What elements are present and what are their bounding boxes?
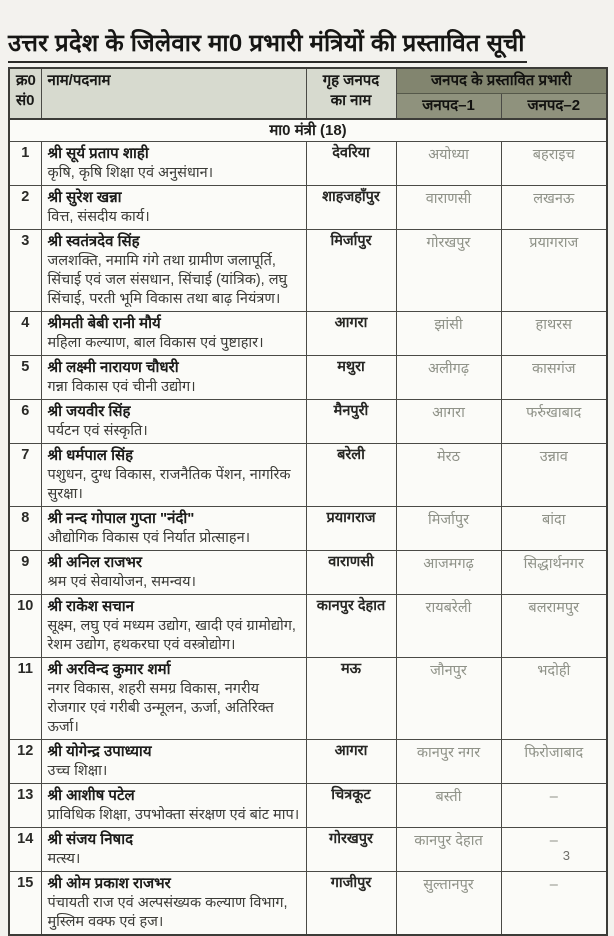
table-row — [9, 400, 607, 444]
section-title: मा0 मंत्री (18) — [9, 119, 607, 142]
district2-cell: हाथरस — [501, 312, 607, 356]
district1-cell: मेरठ — [396, 444, 501, 507]
minister-name: श्री जयवीर सिंह — [47, 403, 131, 421]
table-row — [9, 872, 607, 936]
home-district-cell: गोरखपुर — [306, 828, 396, 872]
header-district-2: जनपद–2 — [501, 93, 607, 118]
header-district-1: जनपद–1 — [396, 93, 501, 118]
header-home-line1: गृह जनपद — [322, 72, 380, 89]
minister-name: श्री राकेश सचान — [47, 598, 134, 616]
name-cell — [41, 551, 306, 595]
minister-dept: उच्च शिक्षा। — [47, 763, 108, 780]
home-district-cell: मथुरा — [306, 356, 396, 400]
district2-cell: – — [501, 784, 607, 828]
district2-cell: बहराइच — [501, 142, 607, 186]
minister-name: श्री संजय निषाद — [47, 831, 134, 849]
district2-cell: सिद्धार्थनगर — [501, 551, 607, 595]
minister-dept: सूक्ष्म, लघु एवं मध्यम उद्योग, खादी एवं ग्रामोद्योग, रेशम उद्योग, हथकरघा एवं वस्त्रोद्योग। — [47, 617, 296, 653]
table-row — [9, 312, 607, 356]
name-cell — [41, 444, 306, 507]
district2-cell: प्रयागराज — [501, 230, 607, 312]
minister-name: श्री अरविन्द कुमार शर्मा — [47, 661, 171, 679]
minister-dept: औद्योगिक विकास एवं निर्यात प्रोत्साहन। — [47, 530, 251, 547]
name-cell — [41, 507, 306, 551]
serial-cell: 13 — [9, 784, 41, 828]
name-cell — [41, 186, 306, 230]
serial-cell: 10 — [9, 595, 41, 658]
district2-cell: बांदा — [501, 507, 607, 551]
home-district-cell: प्रयागराज — [306, 507, 396, 551]
name-cell — [41, 356, 306, 400]
minister-name: श्रीमती बेबी रानी मौर्य — [47, 315, 161, 333]
district1-cell: जौनपुर — [396, 658, 501, 740]
table-row — [9, 444, 607, 507]
minister-dept: वित्त, संसदीय कार्य। — [47, 209, 150, 226]
district2-cell: बलरामपुर — [501, 595, 607, 658]
serial-cell: 6 — [9, 400, 41, 444]
serial-cell: 3 — [9, 230, 41, 312]
home-district-cell: मिर्जापुर — [306, 230, 396, 312]
table-row — [9, 658, 607, 740]
name-cell — [41, 312, 306, 356]
header-home-district — [306, 68, 396, 119]
serial-cell: 11 — [9, 658, 41, 740]
table-row — [9, 507, 607, 551]
minister-dept: महिला कल्याण, बाल विकास एवं पुष्टाहार। — [47, 335, 264, 352]
district1-cell: सुल्तानपुर — [396, 872, 501, 936]
name-cell — [41, 784, 306, 828]
minister-name: श्री ओम प्रकाश राजभर — [47, 875, 171, 893]
district1-cell: कानपुर नगर — [396, 740, 501, 784]
district1-cell: अयोध्या — [396, 142, 501, 186]
home-district-cell: गाजीपुर — [306, 872, 396, 936]
serial-cell: 8 — [9, 507, 41, 551]
table-row — [9, 784, 607, 828]
district2-cell: उन्नाव — [501, 444, 607, 507]
district1-cell: अलीगढ़ — [396, 356, 501, 400]
minister-name: श्री सुरेश खन्ना — [47, 189, 122, 207]
minister-dept: जलशक्ति, नमामि गंगे तथा ग्रामीण जलापूर्ति, सिंचाई एवं जल संसधान, सिंचाई (यांत्रिक), लघु सिंचाई, परती भूमि विकास तथा बाढ़ नियंत्रण। — [47, 253, 288, 308]
home-district-cell: मऊ — [306, 658, 396, 740]
page-title: उत्तर प्रदेश के जिलेवार मा0 प्रभारी मंत्रियों की प्रस्तावित सूची — [8, 26, 527, 63]
minister-dept: पशुधन, दुग्ध विकास, राजनैतिक पेंशन, नागरिक सुरक्षा। — [47, 466, 291, 503]
serial-cell: 4 — [9, 312, 41, 356]
name-cell — [41, 142, 306, 186]
header-serial — [9, 68, 41, 119]
minister-dept: श्रम एवं सेवायोजन, समन्वय। — [47, 573, 196, 590]
minister-name: श्री स्वतंत्रदेव सिंह — [47, 233, 140, 251]
minister-dept: नगर विकास, शहरी समग्र विकास, नगरीय रोजगार एवं गरीबी उन्मूलन, ऊर्जा, अतिरिक्त ऊर्जा। — [47, 680, 274, 736]
home-district-cell: आगरा — [306, 312, 396, 356]
serial-cell: 1 — [9, 142, 41, 186]
header-home-line2: का नाम — [330, 91, 372, 109]
table-header — [9, 68, 607, 119]
district1-cell: आगरा — [396, 400, 501, 444]
table-row — [9, 230, 607, 312]
district1-cell: रायबरेली — [396, 595, 501, 658]
minister-dept: मत्स्य। — [47, 850, 81, 867]
name-cell — [41, 872, 306, 936]
minister-name: श्री आशीष पटेल — [47, 787, 135, 805]
serial-cell: 5 — [9, 356, 41, 400]
district1-cell: कानपुर देहात — [396, 828, 501, 872]
minister-name: श्री धर्मपाल सिंह — [47, 447, 134, 465]
home-district-cell: देवरिया — [306, 142, 396, 186]
table-row — [9, 142, 607, 186]
minister-name: श्री सूर्य प्रताप शाही — [47, 145, 149, 163]
district1-cell: गोरखपुर — [396, 230, 501, 312]
district2-cell: – — [501, 828, 607, 872]
district1-cell: वाराणसी — [396, 186, 501, 230]
header-proposed-incharge: जनपद के प्रस्तावित प्रभारी — [396, 68, 607, 93]
header-name: नाम/पदनाम — [41, 68, 306, 119]
district2-cell: कासगंज — [501, 356, 607, 400]
name-cell — [41, 400, 306, 444]
serial-cell: 2 — [9, 186, 41, 230]
district2-cell: – — [501, 872, 607, 936]
home-district-cell: कानपुर देहात — [306, 595, 396, 658]
district1-cell: मिर्जापुर — [396, 507, 501, 551]
home-district-cell: बरेली — [306, 444, 396, 507]
section-row — [9, 119, 607, 142]
serial-cell: 12 — [9, 740, 41, 784]
serial-cell: 15 — [9, 872, 41, 936]
district2-cell: लखनऊ — [501, 186, 607, 230]
name-cell — [41, 230, 306, 312]
minister-dept: पर्यटन एवं संस्कृति। — [47, 423, 148, 440]
home-district-cell: वाराणसी — [306, 551, 396, 595]
minister-name: श्री लक्ष्मी नारायण चौधरी — [47, 359, 179, 377]
minister-table — [8, 67, 608, 936]
district2-cell: फिरोजाबाद — [501, 740, 607, 784]
name-cell — [41, 595, 306, 658]
district2-cell: फर्रुखाबाद — [501, 400, 607, 444]
district1-cell: आजमगढ़ — [396, 551, 501, 595]
district1-cell: बस्ती — [396, 784, 501, 828]
page-number: 3 — [562, 848, 570, 863]
serial-cell: 7 — [9, 444, 41, 507]
home-district-cell: मैनपुरी — [306, 400, 396, 444]
minister-name: श्री नन्द गोपाल गुप्ता "नंदी" — [47, 510, 195, 528]
minister-name: श्री योगेन्द्र उपाध्याय — [47, 743, 152, 761]
minister-dept: पंचायती राज एवं अल्पसंख्यक कल्याण विभाग, मुस्लिम वक्फ एवं हज। — [47, 894, 288, 930]
table-row — [9, 356, 607, 400]
minister-dept: गन्ना विकास एवं चीनी उद्योग। — [47, 379, 196, 396]
table-row — [9, 186, 607, 230]
serial-cell: 9 — [9, 551, 41, 595]
table-row — [9, 740, 607, 784]
home-district-cell: शाहजहाँपुर — [306, 186, 396, 230]
home-district-cell: चित्रकूट — [306, 784, 396, 828]
name-cell — [41, 740, 306, 784]
table-row — [9, 551, 607, 595]
serial-cell: 14 — [9, 828, 41, 872]
name-cell — [41, 658, 306, 740]
minister-name: श्री अनिल राजभर — [47, 554, 143, 572]
header-serial-line2: सं0 — [16, 91, 35, 109]
table-row — [9, 595, 607, 658]
minister-dept: कृषि, कृषि शिक्षा एवं अनुसंधान। — [47, 165, 214, 182]
district1-cell: झांसी — [396, 312, 501, 356]
home-district-cell: आगरा — [306, 740, 396, 784]
district2-cell: भदोही — [501, 658, 607, 740]
minister-dept: प्राविधिक शिक्षा, उपभोक्ता संरक्षण एवं बांट माप। — [47, 807, 300, 823]
header-serial-line1: क्र0 — [16, 72, 36, 89]
